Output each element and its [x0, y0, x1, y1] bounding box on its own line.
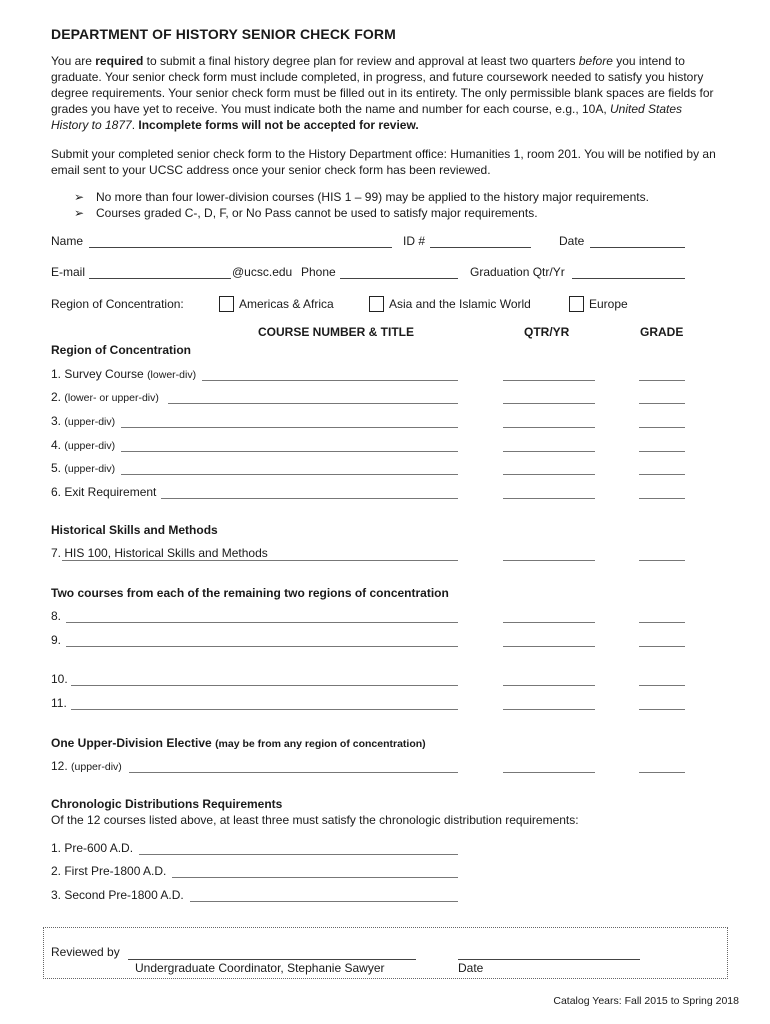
americas-africa-label: Americas & Africa	[239, 297, 334, 311]
row-label: 3. (upper-div)	[51, 414, 116, 428]
row-label: 10.	[51, 672, 68, 686]
graduation-label: Graduation Qtr/Yr	[470, 265, 565, 279]
asia-islamic-world-label: Asia and the Islamic World	[389, 297, 531, 311]
reviewer-signature-field[interactable]	[128, 959, 416, 960]
row-label: 2. (lower- or upper-div)	[51, 390, 159, 404]
row-label: 3. Second Pre-1800 A.D.	[51, 888, 184, 902]
grade-field[interactable]	[639, 685, 685, 686]
qtr-column-header: QTR/YR	[524, 325, 570, 339]
arrow-bullet-icon: ➢	[74, 190, 85, 204]
name-label: Name	[51, 234, 84, 248]
course-field[interactable]	[202, 380, 458, 381]
course-field[interactable]	[62, 560, 458, 561]
section-title: Two courses from each of the remaining two regions of concentration	[51, 586, 449, 600]
email-label: E-mail	[51, 265, 86, 279]
course-field[interactable]	[66, 622, 458, 623]
row-label: 1. Survey Course (lower-div)	[51, 367, 197, 381]
grade-field[interactable]	[639, 560, 685, 561]
qtr-field[interactable]	[503, 709, 595, 710]
requirements-list	[74, 189, 649, 221]
catalog-years-footer: Catalog Years: Fall 2015 to Spring 2018	[553, 995, 739, 1007]
grade-field[interactable]	[639, 474, 685, 475]
section-title: Region of Concentration	[51, 343, 191, 357]
course-field[interactable]	[161, 498, 458, 499]
list-item: ➢ No more than four lower-division courses (HIS 1 – 99) may be applied to the history major requirements.	[74, 190, 649, 204]
course-field[interactable]	[66, 646, 458, 647]
phone-label: Phone	[301, 265, 336, 279]
grade-field[interactable]	[639, 772, 685, 773]
submission-paragraph: Submit your completed senior check form to the History Department office: Humanities 1, room 201. You will be notified by an email sent to your UCSC address once your senior check form has been reviewed.	[51, 147, 716, 177]
row-label: 9.	[51, 633, 62, 647]
row-label: 6. Exit Requirement	[51, 485, 157, 499]
course-field[interactable]	[121, 474, 458, 475]
row-label: 2. First Pre-1800 A.D.	[51, 864, 167, 878]
course-field[interactable]	[121, 427, 458, 428]
grade-field[interactable]	[639, 646, 685, 647]
row-label: 8.	[51, 609, 62, 623]
qtr-field[interactable]	[503, 474, 595, 475]
row-label: 1. Pre-600 A.D.	[51, 841, 134, 855]
section-title: Chronologic Distributions Requirements	[51, 797, 283, 811]
grade-field[interactable]	[639, 427, 685, 428]
id-label: ID #	[403, 234, 426, 248]
grade-column-header: GRADE	[640, 325, 684, 339]
asia-islamic-world-checkbox[interactable]	[369, 296, 384, 312]
list-item: ➢ Courses graded C-, D, F, or No Pass cannot be used to satisfy major requirements.	[74, 206, 538, 220]
europe-label: Europe	[589, 297, 628, 311]
reviewed-by-label: Reviewed by	[51, 945, 120, 959]
course-column-header: COURSE NUMBER & TITLE	[258, 325, 414, 339]
row-label: 4. (upper-div)	[51, 438, 116, 452]
section-description: Of the 12 courses listed above, at least three must satisfy the chronologic distribution requirements:	[51, 813, 579, 827]
qtr-field[interactable]	[503, 427, 595, 428]
intro-paragraph: You are required to submit a final history degree plan for review and approval at least two quarters before you intend to graduate. Your senior check form must include completed, in progress, and future coursework needed to satisfy you history degree requirements. Your senior check form must be filled out in its entirety. The only permissible blank spaces are fields for grades you have yet to receive. You must indicate both the name and number for each course, e.g., 10A, United States History to 1877. Incomplete forms will not be accepted for review.	[51, 54, 714, 132]
course-field[interactable]	[71, 709, 458, 710]
course-field[interactable]	[71, 685, 458, 686]
grade-field[interactable]	[639, 622, 685, 623]
qtr-field[interactable]	[503, 498, 595, 499]
qtr-field[interactable]	[503, 622, 595, 623]
email-domain: @ucsc.edu	[232, 265, 293, 279]
row-label: 11.	[51, 696, 67, 710]
row-label: 5. (upper-div)	[51, 461, 116, 475]
row-label: 12. (upper-div)	[51, 759, 122, 773]
row-label: 7. HIS 100, Historical Skills and Methods	[51, 546, 268, 560]
course-field[interactable]	[190, 901, 458, 902]
grade-field[interactable]	[639, 498, 685, 499]
qtr-field[interactable]	[503, 685, 595, 686]
date-label: Date	[559, 234, 585, 248]
grade-field[interactable]	[639, 709, 685, 710]
name-field[interactable]	[89, 247, 392, 248]
graduation-field[interactable]	[572, 278, 685, 279]
course-field[interactable]	[121, 451, 458, 452]
qtr-field[interactable]	[503, 772, 595, 773]
qtr-field[interactable]	[503, 380, 595, 381]
course-field[interactable]	[168, 403, 458, 404]
qtr-field[interactable]	[503, 451, 595, 452]
review-date-label: Date	[458, 961, 484, 975]
section-title: Historical Skills and Methods	[51, 523, 218, 537]
date-field[interactable]	[590, 247, 685, 248]
grade-field[interactable]	[639, 403, 685, 404]
phone-field[interactable]	[340, 278, 458, 279]
course-field[interactable]	[139, 854, 458, 855]
page-title: DEPARTMENT OF HISTORY SENIOR CHECK FORM	[51, 26, 396, 42]
qtr-field[interactable]	[503, 646, 595, 647]
qtr-field[interactable]	[503, 560, 595, 561]
europe-checkbox[interactable]	[569, 296, 584, 312]
region-label: Region of Concentration:	[51, 297, 184, 311]
grade-field[interactable]	[639, 451, 685, 452]
course-field[interactable]	[172, 877, 458, 878]
email-field[interactable]	[89, 278, 231, 279]
arrow-bullet-icon: ➢	[74, 206, 85, 220]
grade-field[interactable]	[639, 380, 685, 381]
section-title: One Upper-Division Elective (may be from any region of concentration)	[51, 736, 426, 750]
coordinator-label: Undergraduate Coordinator, Stephanie Sawyer	[135, 961, 385, 975]
qtr-field[interactable]	[503, 403, 595, 404]
americas-africa-checkbox[interactable]	[219, 296, 234, 312]
id-field[interactable]	[430, 247, 531, 248]
course-field[interactable]	[129, 772, 458, 773]
review-date-field[interactable]	[458, 959, 640, 960]
